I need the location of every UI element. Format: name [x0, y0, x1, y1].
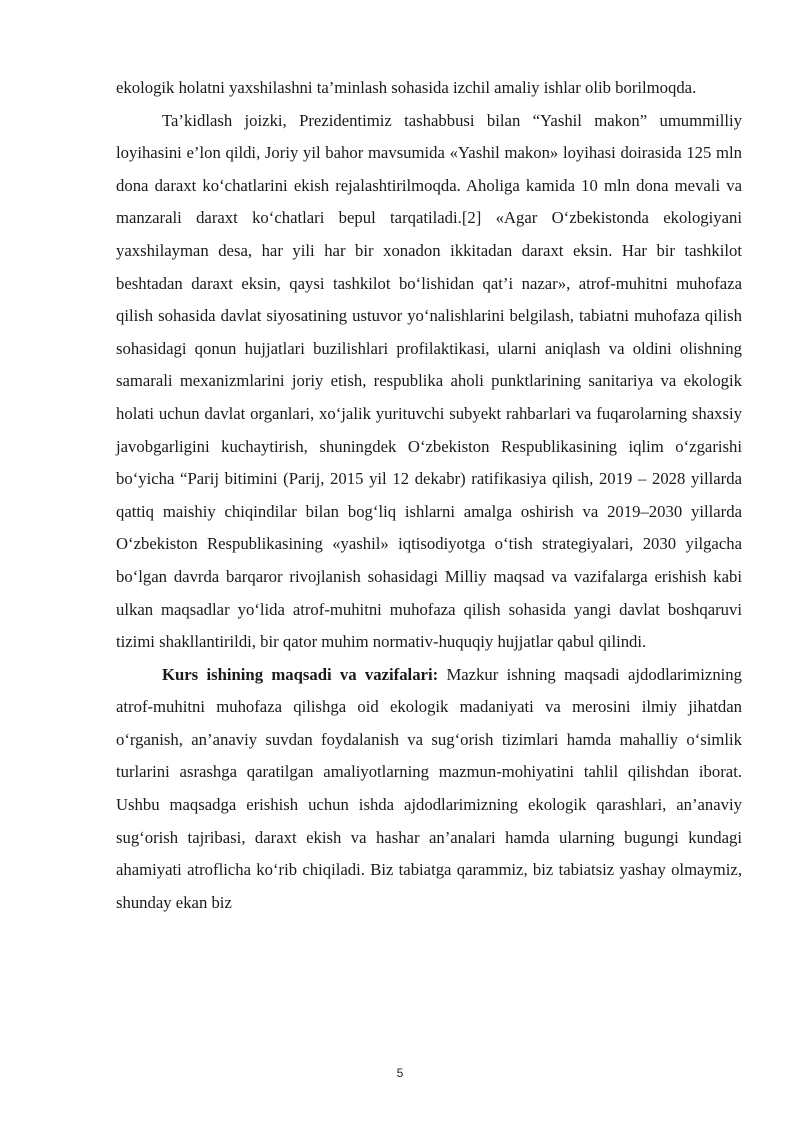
course-goals-text: Mazkur ishning maqsadi ajdodlarimizning atrof-muhitni muhofaza qilishga oid ekologik madaniyati va merosini ilmiy jihatdan o‘rganish, an’anaviy suvdan foydalanish va sug‘orish tizimlari hamda mahalliy o‘simlik turlarini asrashga qaratilgan amaliyotlarning mazmun-mohiyatini tahlil qilishdan iborat. Ushbu maqsadga erishish uchun ishda ajdodlarimizning ekologik qarashlari, an’anaviy sug‘orish tajribasi, daraxt ekish va hashar an’analari hamda ularning bugungi kundagi ahamiyati atroflicha ko‘rib chiqiladi. Biz tabiatga qarammiz, biz tabiatsiz yashay olmaymiz, shunday ekan biz [116, 664, 742, 912]
paragraph-yashil-makon: Ta’kidlash joizki, Prezidentimiz tashabbusi bilan “Yashil makon” umummilliy loyihasini e’lon qildi, Joriy yil bahor mavsumida «Yashil makon» loyihasi doirasida 125 mln dona daraxt ko‘chatlarini ekish rejalashtirilmoqda. Aholiga kamida 10 mln dona mevali va manzarali daraxt ko‘chatlari bepul tarqatiladi.[2] «Agar O‘zbekistonda ekologiyani yaxshilayman desa, har yili har bir xonadon ikkitadan daraxt eksin. Har bir tashkilot beshtadan daraxt eksin, qaysi tashkilot bo‘lishidan qat’i nazar», atrof-muhitni muhofaza qilish sohasida davlat siyosatining ustuvor yo‘nalishlarini belgilash, tabiatni muhofaza qilish sohasidagi qonun hujjatlari buzilishlari profilaktikasi, ularni aniqlash va oldini olishning samarali mexanizmlarini joriy etish, respublika aholi punktlarining sanitariya va ekologik holati uchun davlat organlari, xo‘jalik yurituvchi subyekt rahbarlari va fuqarolarning shaxsiy javobgarligini kuchaytirish, shuningdek O‘zbekiston Respublikasining iqlim o‘zgarishi bo‘yicha “Parij bitimini (Parij, 2015 yil 12 dekabr) ratifikasiya qilish, 2019 – 2028 yillarda qattiq maishiy chiqindilar bilan bog‘liq ishlarni amalga oshirish va 2019–2030 yillarda O‘zbekiston Respublikasining «yashil» iqtisodiyotga o‘tish strategiyalari, 2030 yilgacha bo‘lgan davrda barqaror rivojlanish sohasidagi Milliy maqsad va vazifalarga erishish kabi ulkan maqsadlar yo‘lida atrof-muhitni muhofaza qilish sohasida yangi davlat boshqaruvi tizimi shakllantirildi, bir qator muhim normativ-huquqiy hujjatlar qabul qilindi. [116, 110, 742, 652]
paragraph-continuation: ekologik holatni yaxshilashni ta’minlash sohasida izchil amaliy ishlar olib borilmoqda. [116, 78, 697, 97]
paragraph-course-goals [116, 659, 742, 920]
body-text [116, 72, 742, 919]
page-number: 5 [396, 1066, 404, 1080]
course-goals-heading: Kurs ishining maqsadi va vazifalari: [162, 664, 439, 684]
